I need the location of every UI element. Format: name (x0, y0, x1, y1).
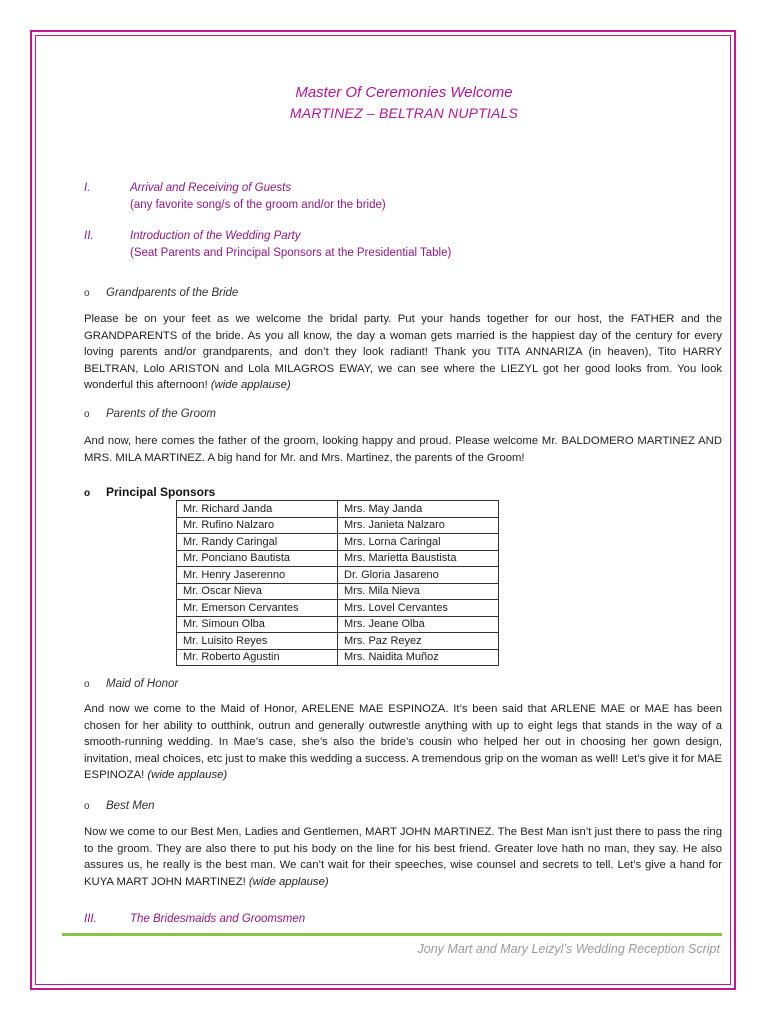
sponsor-husband-cell: Mr. Simoun Olba (177, 616, 338, 633)
applause-note: (wide applause) (210, 379, 291, 391)
sponsor-husband-cell: Mr. Henry Jaserenno (177, 567, 338, 584)
section-title: Introduction of the Wedding Party (130, 230, 301, 242)
applause-note: (wide applause) (248, 875, 329, 888)
heading-text: Parents of the Groom (106, 408, 216, 420)
heading-text: Best Men (106, 800, 155, 812)
heading-sponsors (84, 485, 215, 499)
table-row (177, 649, 499, 666)
sponsor-wife-cell: Mrs. Marietta Baustista (338, 550, 499, 567)
table-row (177, 616, 499, 633)
bullet-icon: o (84, 801, 90, 812)
paragraph-best-men (84, 824, 722, 890)
sponsor-wife-cell: Mrs. Lovel Cervantes (338, 600, 499, 617)
table-row (177, 583, 499, 600)
heading-text: Maid of Honor (106, 678, 179, 690)
sponsors-table (176, 500, 499, 666)
paragraph-maid-of-honor (84, 701, 722, 784)
table-row (177, 501, 499, 518)
table-row (177, 600, 499, 617)
applause-note: (wide applause) (147, 769, 228, 781)
sponsor-husband-cell: Mr. Emerson Cervantes (177, 600, 338, 617)
section-title: The Bridesmaids and Groomsmen (130, 913, 306, 925)
sponsors-table-body (177, 501, 499, 666)
bullet-icon: o (84, 679, 90, 690)
heading-best-men (84, 800, 155, 812)
section-2 (84, 230, 724, 264)
sponsor-wife-cell: Mrs. Lorna Caringal (338, 534, 499, 551)
sponsor-husband-cell: Mr. Rufino Nalzaro (177, 517, 338, 534)
sponsor-wife-cell: Mrs. Naidita Muñoz (338, 649, 499, 666)
section-number: II. (84, 230, 94, 242)
sponsor-husband-cell: Mr. Richard Janda (177, 501, 338, 518)
document-title: Master Of Ceremonies Welcome (295, 84, 513, 101)
document-subtitle: MARTINEZ – BELTRAN NUPTIALS (289, 105, 519, 121)
section-number: III. (84, 913, 97, 925)
section-3 (84, 913, 724, 931)
sponsor-husband-cell: Mr. Ponciano Bautista (177, 550, 338, 567)
heading-text: Principal Sponsors (106, 485, 216, 499)
section-title: Arrival and Receiving of Guests (130, 182, 292, 194)
section-1 (84, 182, 724, 216)
paragraph-text: And now, here comes the father of the groom, looking happy and proud. Please welcome Mr. BALDOMERO MARTINEZ AND MRS. MILA MARTINEZ. A big hand for Mr. and Mrs. Martinez, the parents of the Groom! (84, 435, 722, 464)
table-row (177, 550, 499, 567)
sponsor-husband-cell: Mr. Luisito Reyes (177, 633, 338, 650)
sponsor-wife-cell: Mrs. Mila Nieva (338, 583, 499, 600)
heading-text: Grandparents of the Bride (106, 287, 239, 299)
section-note: (Seat Parents and Principal Sponsors at the Presidential Table) (130, 247, 452, 259)
document-page (84, 82, 724, 499)
paragraph-text: And now we come to the Maid of Honor, ARELENE MAE ESPINOZA. It’s been said that ARLENE MAE or MAE has been chosen for her ability to outthink, outrun and generally outwrestle anything with up to eight legs that stands in the way of a smooth-running wedding. In Mae’s case, she’s also the bride’s cousin who helped her out in choosing her gown design, invitation, meal choices, etc just to make this wedding a success. A tremendous grip on the woman as well! Let’s give it for MAE ESPINOZA! (84, 703, 722, 781)
bullet-icon: o (84, 288, 90, 299)
paragraph-text: Now we come to our Best Men, Ladies and Gentlemen, MART JOHN MARTINEZ. The Best Man isn’t just there to pass the ring to the groom. They are also there to put his body on the line for his best friend. Greater love hath no man, they say. He also assures us, he really is the best man. We can’t wait for their speeches, wise counsel and secrets to tell. Let’s give a hand for KUYA MART JOHN MARTINEZ! (84, 826, 722, 888)
heading-grandparents (84, 287, 238, 299)
bullet-icon: o (84, 488, 91, 499)
section-note: (any favorite song/s of the groom and/or the bride) (130, 199, 386, 211)
heading-maid-of-honor (84, 678, 178, 690)
sponsor-husband-cell: Mr. Oscar Nieva (177, 583, 338, 600)
table-row (177, 567, 499, 584)
table-row (177, 633, 499, 650)
paragraph-parents (84, 433, 722, 466)
sponsor-husband-cell: Mr. Roberto Agustin (177, 649, 338, 666)
bullet-icon: o (84, 409, 90, 420)
footer-text: Jony Mart and Mary Leizyl’s Wedding Reception Script (417, 942, 720, 956)
sponsor-wife-cell: Mrs. Paz Reyez (338, 633, 499, 650)
sponsor-wife-cell: Mrs. Jeane Olba (338, 616, 499, 633)
table-row (177, 517, 499, 534)
section-number: I. (84, 182, 91, 194)
footer-divider (62, 933, 722, 936)
paragraph-text: Please be on your feet as we welcome the bridal party. Put your hands together for our host, the FATHER and the GRANDPARENTS of the bride. As you all know, the day a woman gets married is the happiest day of the century for every loving parents and/or grandparents, and don’t they look radiant! Thank you TITA ANNARIZA (in heaven), Tito HARRY BELTRAN, Lolo ARISTON and Lola MILAGROS EWAY, we can see where the LIEZYL got her good looks from. You look wonderful this afternoon! (84, 313, 722, 391)
heading-parents (84, 408, 216, 420)
table-row (177, 534, 499, 551)
paragraph-grandparents (84, 311, 722, 394)
sponsor-wife-cell: Mrs. Janieta Nalzaro (338, 517, 499, 534)
sponsor-wife-cell: Mrs. May Janda (338, 501, 499, 518)
sponsor-husband-cell: Mr. Randy Caringal (177, 534, 338, 551)
sponsor-wife-cell: Dr. Gloria Jasareno (338, 567, 499, 584)
